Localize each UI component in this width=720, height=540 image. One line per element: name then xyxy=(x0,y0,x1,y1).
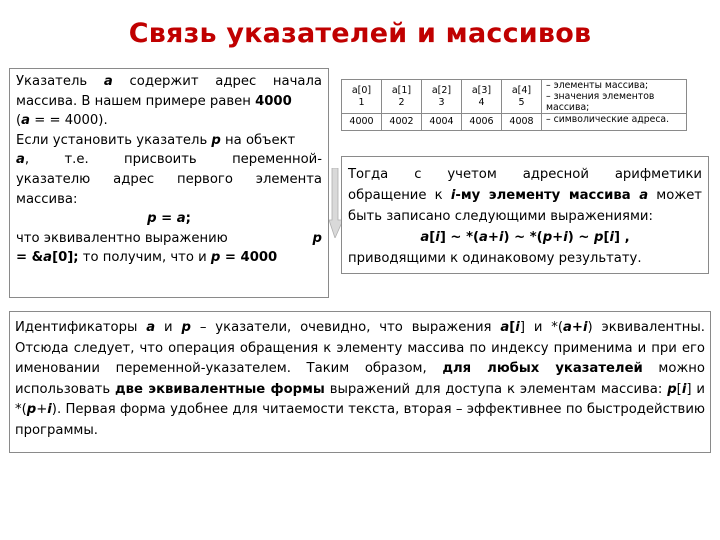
memory-address-row: 4000 4002 4004 4006 4008 – символические адреса. xyxy=(342,114,687,131)
left-line-1: Указатель a содержит адрес начала xyxy=(16,74,322,89)
right-line-4: a[i] ~ *(a+i) ~ *(p+i) ~ p[i] , xyxy=(420,230,630,245)
conclusion-paragraph: Идентификаторы a и p – указатели, очевидно, что выражения a[i] и *(a+i) эквивалентны. Отсюда следует, что операция обращения к элементу массива по индексу применима и при его именовании переменной-указателем. Таким образом, для любых указателей можно использовать две эквивалентные формы выражений для доступа к элементам массива: p[i] и *(p+i). Первая форма удобнее для читаемости текста, вторая – эффективнее по быстродействию программы. xyxy=(15,320,706,438)
right-line-5: приводящими к одинаковому результату. xyxy=(348,251,642,266)
left-line-10: = &a[0]; то получим, что и p = 4000 xyxy=(16,250,278,266)
conclusion-box xyxy=(9,311,711,453)
memory-legend-top: – элементы массива; – значения элементов массива; xyxy=(542,80,687,114)
left-line-5: a, т.е. присвоить переменной- xyxy=(16,152,322,168)
address-arithmetic-box xyxy=(341,156,709,274)
left-line-3: (a = = 4000). xyxy=(16,113,108,129)
right-line-2: обращение к i-му элементу массива a может xyxy=(348,188,702,203)
left-line-4: Если установить указатель p на объект xyxy=(16,132,296,148)
left-line-9: что эквивалентно выражению p xyxy=(16,230,322,246)
right-line-3: быть записано следующими выражениями: xyxy=(348,209,653,224)
left-line-2: массива. В нашем примере равен 4000 xyxy=(16,93,292,109)
memory-legend-bottom: – символические адреса. xyxy=(542,114,687,131)
right-line-1: Тогда с учетом адресной арифметики xyxy=(348,167,702,182)
left-line-7: массива: xyxy=(16,191,78,207)
pointer-description-box xyxy=(9,68,329,298)
memory-layout-table xyxy=(341,79,687,131)
left-line-8: p = a; xyxy=(147,211,191,227)
left-line-6: указателю адрес первого элемента xyxy=(16,171,322,187)
memory-index-row: a[0] 1 a[1] 2 a[2] 3 a[3] 4 a[4] 5 – элементы массива; – значения элементов массива; xyxy=(342,80,687,114)
page-title: Связь указателей и массивов xyxy=(128,18,592,49)
